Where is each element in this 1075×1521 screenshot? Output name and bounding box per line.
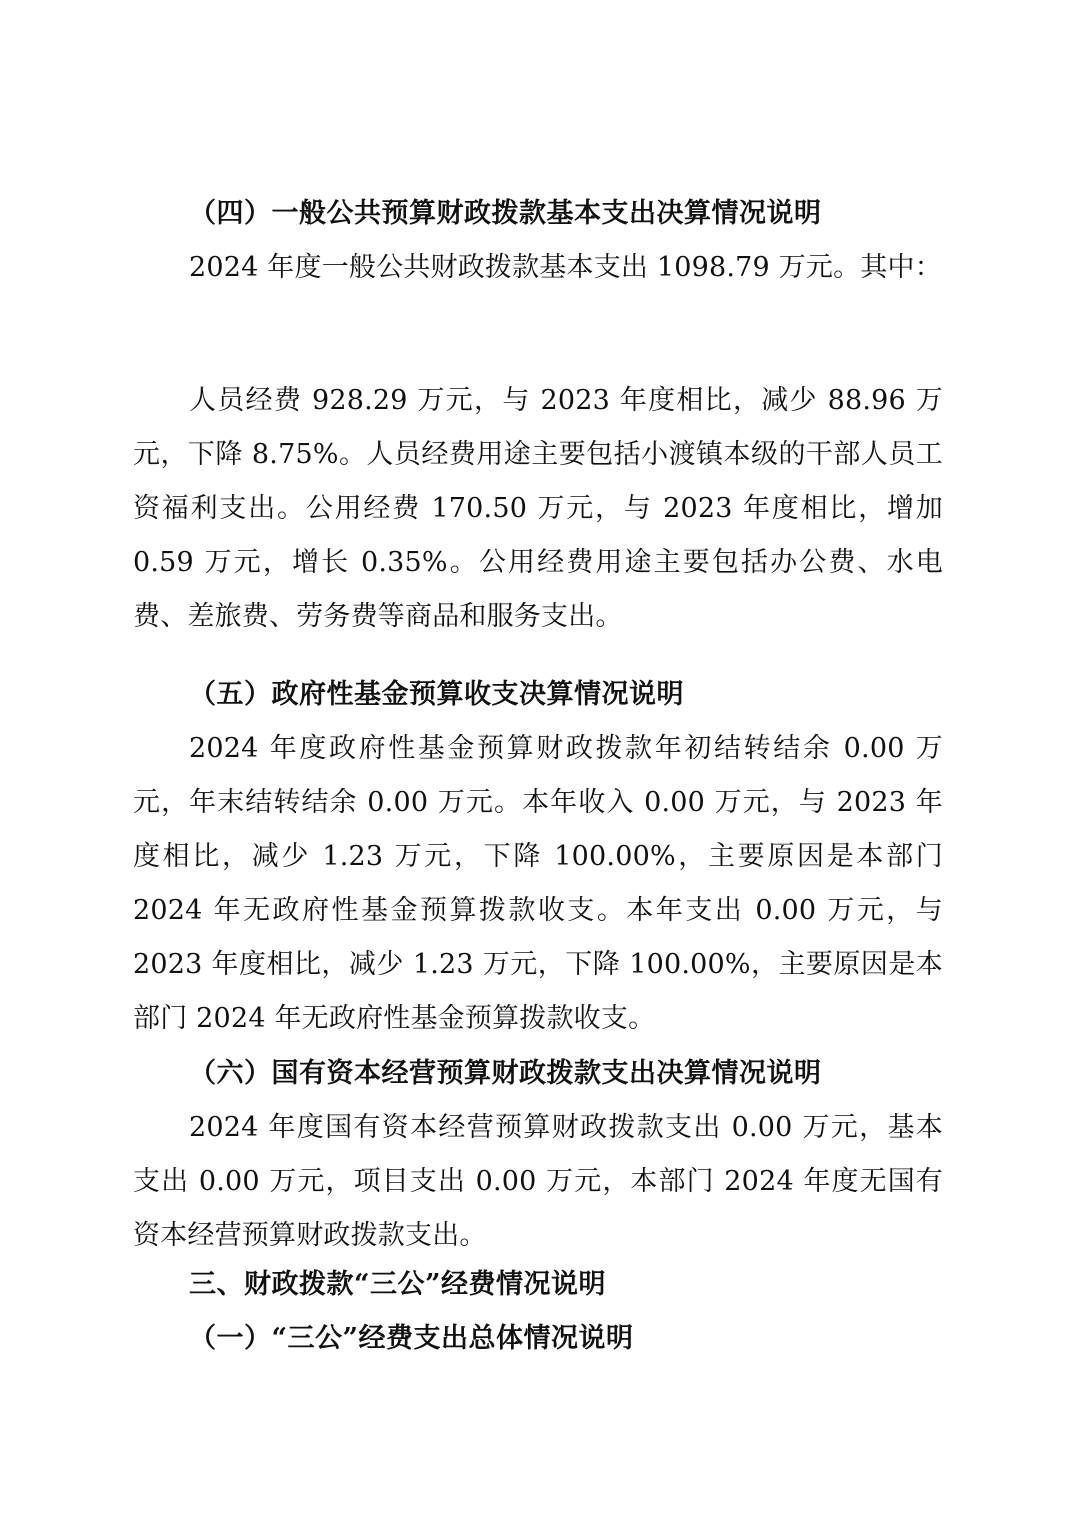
section-4-heading: （四）一般公共预算财政拨款基本支出决算情况说明: [189, 198, 822, 229]
section-4-paragraph-2: 人员经费 928.29 万元，与 2023 年度相比，减少 88.96 万元，下降 8.75%。人员经费用途主要包括小渡镇本级的干部人员工资福利支出。公用经费 170.50 万元，与 2023 年度相比，增加 0.59 万元，增长 0.35%。公用经费用途主要包括办公费、水电费、差旅费、劳务费等商品和服务支出。: [133, 385, 943, 632]
section-6-heading: （六）国有资本经营预算财政拨款支出决算情况说明: [189, 1058, 822, 1089]
part-3-sub-1-heading: （一）“三公”经费支出总体情况说明: [189, 1323, 634, 1354]
section-6-paragraph-1: 2024 年度国有资本经营预算财政拨款支出 0.00 万元，基本支出 0.00 万元，项目支出 0.00 万元，本部门 2024 年度无国有资本经营预算财政拨款支出。: [133, 1112, 943, 1251]
part-3-heading: 三、财政拨款“三公”经费情况说明: [189, 1269, 607, 1300]
section-5-heading: （五）政府性基金预算收支决算情况说明: [189, 679, 684, 710]
section-5-paragraph-1: 2024 年度政府性基金预算财政拨款年初结转结余 0.00 万元，年末结转结余 0.00 万元。本年收入 0.00 万元，与 2023 年度相比，减少 1.23 万元，下降 100.00%，主要原因是本部门 2024 年无政府性基金预算拨款收支。本年支出 0.00 万元，与 2023 年度相比，减少 1.23 万元，下降 100.00%，主要原因是本部门 2024 年无政府性基金预算拨款收支。: [133, 733, 943, 1034]
section-4-paragraph-1: 2024 年度一般公共财政拨款基本支出 1098.79 万元。其中：: [189, 252, 942, 283]
